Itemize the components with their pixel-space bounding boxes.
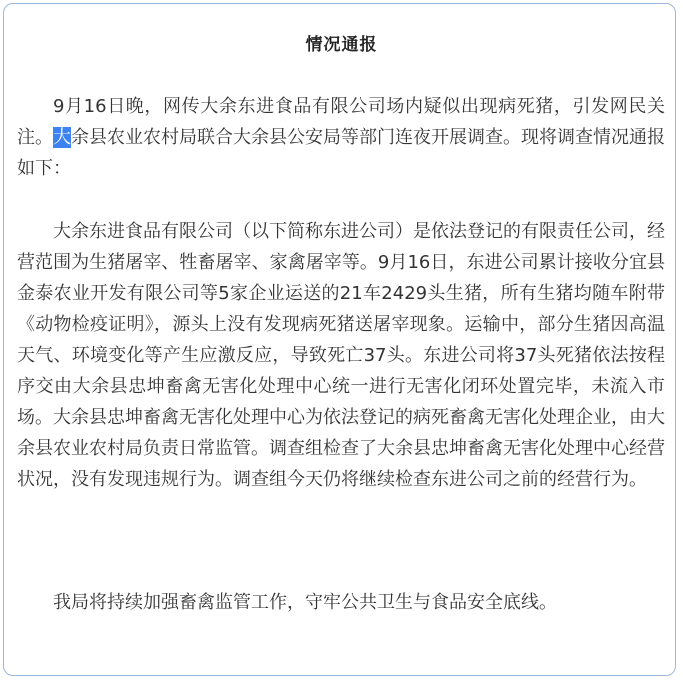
paragraph-intro [17,91,665,184]
paragraph-findings-text: 大余东进食品有限公司（以下简称东进公司）是依法登记的有限责任公司，经营范围为生猪屠宰、牲畜屠宰、家禽屠宰等。9月16日，东进公司累计接收分宜县金泰农业开发有限公司等5家企业运送的21车2429头生猪，所有生猪均随车附带《动物检疫证明》，源头上没有发现病死猪送屠宰现象。运输中，部分生猪因高温天气、环境变化等产生应激反应，导致死亡37头。东进公司将37头死猪依法按程序交由大余县忠坤畜禽无害化处理中心统一进行无害化闭环处置完毕，未流入市场。大余县忠坤畜禽无害化处理中心为依法登记的病死畜禽无害化处理企业，由大余县农业农村局负责日常监管。调查组检查了大余县忠坤畜禽无害化处理中心经营状况，没有发现违规行为。调查组今天仍将继续检查东进公司之前的经营行为。 [17,221,665,490]
paragraph-intro-text-2: 余县农业农村局联合大余县公安局等部门连夜开展调查。现将调查情况通报如下： [17,127,665,179]
paragraph-conclusion [17,587,665,618]
paragraph-conclusion-text: 我局将持续加强畜禽监管工作，守牢公共卫生与食品安全底线。 [53,592,557,613]
paragraph-intro-text-1: 9月16日晚，网传大余东进食品有限公司场内疑似出现病死猪，引发网民关注。 [17,96,665,148]
selected-text-highlight[interactable]: 大 [53,127,71,148]
paragraph-findings [17,216,665,495]
document-title: 情况通报 [305,35,378,55]
